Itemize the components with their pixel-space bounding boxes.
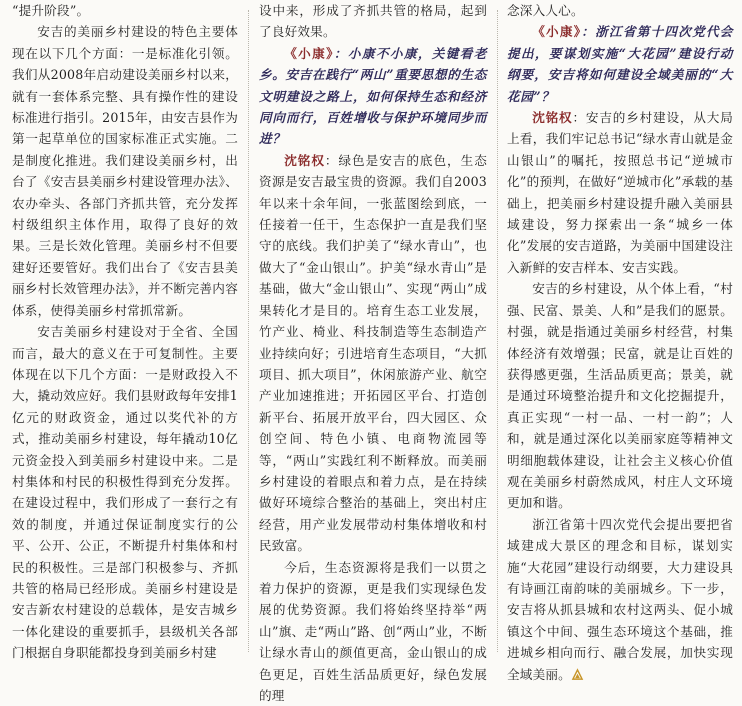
paragraph: 设中来，形成了齐抓共管的格局，起到了良好效果。: [259, 3, 487, 40]
interview-answer: [507, 107, 733, 278]
paragraph: “提升阶段”。: [12, 3, 90, 18]
article-end-icon: [572, 669, 583, 680]
text-column-1: [12, 0, 238, 662]
magazine-name: 《小康》: [532, 24, 582, 40]
magazine-name: 《小康》: [284, 45, 334, 61]
paragraph: 安吉的乡村建设，从个体上看，“村强、民富、景美、人和”是我们的愿景。村强，就是指通过美丽乡村经营，村集体经济有效增强；民富，就是让百姓的获得感更强，生活品质更高；景美，就是通过环境整治提升和文化挖掘提升，真正实现“一村一品、一村一韵”；人和，就是通过深化以美丽家庭等精神文明细胞载体建设，让社会主义核心价值观在美丽乡村蔚然成风，村庄人文环境更加和谐。: [507, 281, 733, 511]
paragraph: 安吉的美丽乡村建设的特色主要体现在以下几个方面：一是标准化引领。我们从2008年启动建设美丽乡村以来，就有一套体系完整、具有操作性的建设标准进行指引。2015年，由安吉县作为第一起草单位的国家标准正式实施。二是制度化推进。我们建设美丽乡村，出台了《安吉县美丽乡村建设管理办法》、农办牵头、各部门齐抓共管，充分发挥村级组织主体作用，取得了良好的效果。三是长效化管理。美丽乡村不但要建好还要管好。我们出台了《安吉县美丽乡村长效管理办法》，并不断完善内容体系，使得美丽乡村常抓常新。: [12, 24, 238, 318]
paragraph: 今后，生态资源将是我们一以贯之着力保护的资源，更是我们实现绿色发展的优势资源。我们将始终坚持举“两山”旗、走“两山”路、创“两山”业，不断让绿水青山的颜值更高，金山银山的成色更足，百姓生活品质更好，绿色发展的理: [259, 559, 487, 703]
text-column-3: [507, 0, 733, 682]
interview-question: [507, 21, 733, 107]
interview-answer: [259, 150, 487, 557]
speaker-name: 沈铭权: [284, 152, 325, 168]
question-text: ：浙江省第十四次党代会提出，要谋划实施“大花园”建设行动纲要，安吉将如何建设全域美丽的“大花园”？: [507, 24, 733, 104]
paragraph: [507, 514, 733, 685]
paragraph: 安吉美丽乡村建设对于全省、全国而言，最大的意义在于可复制性。主要体现在以下几个方面：一是财政投入不大，撬动效应好。我们县财政每年安排1亿元的财政资金，通过以奖代补的方式，推动美丽乡村建设，每年撬动10亿元资金投入到美丽乡村建设中来。二是村集体和村民的积极性得到充分发挥。在建设过程中，我们形成了一套行之有效的制度，并通过保证制度实行的公平、公开、公正，不断提升村集体和村民的积极性。三是部门积极参与、齐抓共管的格局已经形成。美丽乡村建设是安吉新农村建设的总载体，是安吉城乡一体化建设的重要抓手，县级机关各部门根据自身职能都投身到美丽乡村建: [12, 324, 238, 661]
question-text: ：小康不小康，关键看老乡。安吉在践行“两山”重要思想的生态文明建设之路上，如何保持生态和经济同向而行，百姓增收与保护环境同步而进？: [259, 45, 487, 147]
answer-text: ：绿色是安吉的底色，生态资源是安吉最宝贵的资源。我们自2003年以来十余年间，一张蓝图绘到底，一任接着一任干，生态保护一直是我们坚守的底线。我们护美了“绿水青山”，也做大了“金山银山”。护美“绿水青山”是基础，做大“金山银山”、实现“两山”成果转化才是目的。培育生态工业发展，竹产业、椅业、科技制造等生态制造产业持续向好；引进培育生态项目，“大抓项目、抓大项目”，休闲旅游产业、航空产业加速推进；开拓园区平台、打造创新平台、拓展开放平台，四大园区、众创空间、特色小镇、电商物流园等等，“两山”实践红利不断释放。而美丽乡村建设的着眼点和着力点，是在持续做好环境综合整治的基础上，突出村庄经营，用产业发展带动村集体增收和村民致富。: [259, 152, 487, 554]
paragraph-text: 浙江省第十四次党代会提出要把省域建成大景区的理念和目标，谋划实施“大花园”建设行动纲要，大力建设具有诗画江南韵味的美丽城乡。下一步，安吉将从抓县城和农村这两头、促小城镇这个中间、强生态环境这个基础，推进城乡相向而行、融合发展，加快实现全域美丽。: [507, 516, 733, 682]
paragraph: 念深入人心。: [507, 3, 584, 18]
column-divider: [497, 10, 499, 652]
column-divider: [248, 10, 250, 652]
speaker-name: 沈铭权: [532, 110, 573, 126]
text-column-2: [259, 0, 487, 703]
interview-question: [259, 43, 487, 150]
answer-text: ：安吉的乡村建设，从大局上看，我们牢记总书记“绿水青山就是金山银山”的嘱托，按照总书记“逆城市化”的预判，在做好“逆城市化”承载的基础上，把美丽乡村建设提升融入美丽县域建设，努力探索出一条“城乡一体化”发展的安吉道路，为美丽中国建设注入新鲜的安吉样本、安吉实践。: [507, 110, 733, 275]
